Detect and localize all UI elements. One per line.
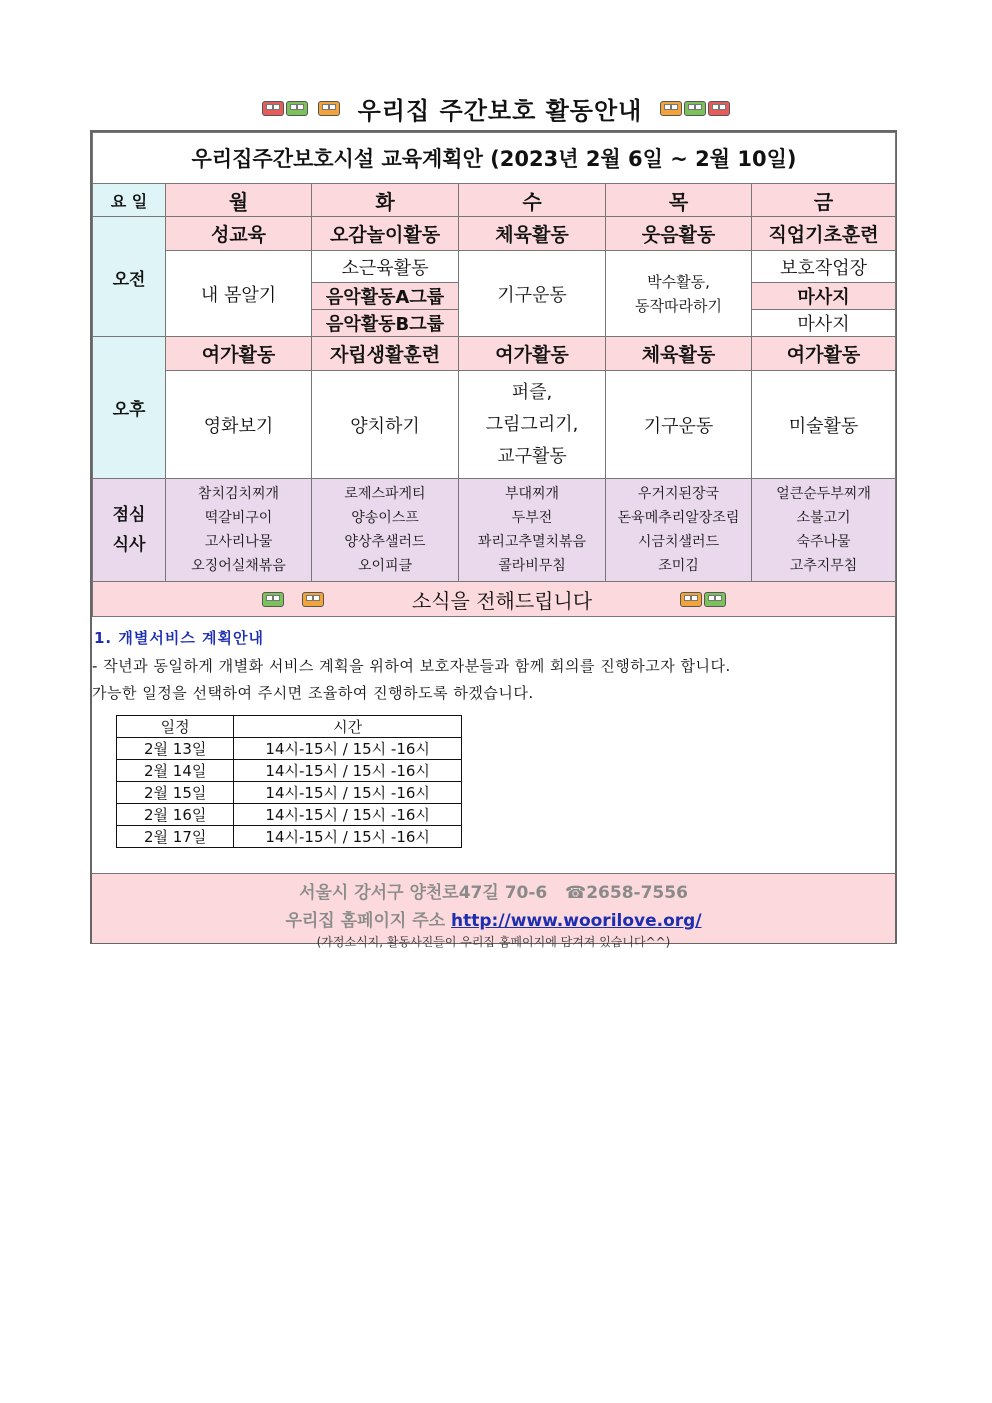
footer-homepage-line	[92, 906, 895, 931]
notice-line-2: 가능한 일정을 선택하여 주시면 조율하여 진행하도록 하겠습니다.	[92, 684, 534, 702]
afternoon-subject-thu: 체육활동	[606, 337, 752, 371]
afternoon-wed-line: 그림그리기,	[485, 413, 579, 435]
morning-subject-wed: 체육활동	[459, 217, 606, 251]
plan-sheet	[90, 130, 897, 949]
menu-item: 로제스파게티	[344, 486, 426, 502]
morning-tue-3: 음악활동B그룹	[312, 310, 459, 337]
schedule-header-time: 시간	[234, 716, 462, 738]
plan-table	[92, 132, 896, 617]
lunch-label	[93, 479, 166, 582]
morning-subject-mon: 성교육	[166, 217, 312, 251]
plan-title: 우리집주간보호시설 교육계획안 (2023년 2월 6일 ~ 2월 10일)	[93, 133, 896, 184]
homepage-link[interactable]: http://www.woorilove.org/	[451, 911, 702, 931]
schedule-date: 2월 16일	[117, 804, 234, 826]
footer-note: (가정소식지, 활동사진들이 우리집 홈페이지에 담겨져 있습니다^^)	[316, 935, 671, 949]
morning-thu	[606, 251, 752, 337]
schedule-date: 2월 15일	[117, 782, 234, 804]
menu-item: 양송이스프	[351, 510, 419, 526]
table-row	[117, 760, 462, 782]
schedule-time: 14시-15시 / 15시 -16시	[234, 738, 462, 760]
news-heading: 소식을 전해드립니다	[411, 588, 593, 613]
morning-fri-1: 보호작업장	[752, 251, 896, 283]
schedule-header-date: 일정	[117, 716, 234, 738]
table-row	[117, 738, 462, 760]
day-mon: 월	[166, 184, 312, 217]
section-title: 1. 개별서비스 계획안내	[94, 629, 264, 647]
menu-item: 떡갈비구이	[204, 510, 273, 526]
table-row	[117, 826, 462, 848]
menu-item: 오징어실채볶음	[191, 558, 286, 574]
page-title: 우리집 주간보호 활동안내	[357, 96, 643, 125]
lunch-fri	[752, 479, 896, 582]
afternoon-label: 오후	[93, 337, 166, 479]
news-heading-row	[93, 582, 896, 617]
menu-item: 우거지된장국	[637, 486, 720, 502]
schedule-date: 2월 17일	[117, 826, 234, 848]
menu-item: 소불고기	[796, 510, 851, 526]
page-header	[0, 90, 992, 126]
afternoon-subject-wed: 여가활동	[459, 337, 606, 371]
morning-subject-thu: 웃음활동	[606, 217, 752, 251]
afternoon-wed	[459, 371, 606, 479]
day-wed: 수	[459, 184, 606, 217]
day-fri: 금	[752, 184, 896, 217]
homepage-label: 우리집 홈페이지 주소	[285, 911, 446, 931]
menu-item: 시금치샐러드	[637, 534, 720, 550]
train-icon	[318, 101, 340, 116]
menu-item: 고추지무침	[789, 558, 858, 574]
afternoon-mon: 영화보기	[166, 371, 312, 479]
footer-address-line	[92, 878, 895, 903]
lunch-wed	[459, 479, 606, 582]
train-icon	[680, 592, 726, 607]
schedule-table	[116, 715, 462, 848]
afternoon-thu: 기구운동	[606, 371, 752, 479]
afternoon-wed-line: 교구활동	[497, 445, 567, 467]
lunch-tue	[312, 479, 459, 582]
table-row	[117, 782, 462, 804]
menu-item: 양상추샐러드	[344, 534, 426, 550]
menu-item: 오이피클	[357, 558, 413, 574]
morning-subject-tue: 오감놀이활동	[312, 217, 459, 251]
schedule-date: 2월 14일	[117, 760, 234, 782]
morning-thu-line: 동작따라하기	[635, 296, 722, 315]
schedule-time: 14시-15시 / 15시 -16시	[234, 826, 462, 848]
schedule-date: 2월 13일	[117, 738, 234, 760]
menu-item: 꽈리고추멸치볶음	[477, 534, 587, 550]
train-icon	[660, 101, 730, 116]
lunch-mon	[166, 479, 312, 582]
day-tue: 화	[312, 184, 459, 217]
table-row	[117, 804, 462, 826]
lunch-thu	[606, 479, 752, 582]
day-label: 요 일	[93, 184, 166, 217]
schedule-time: 14시-15시 / 15시 -16시	[234, 782, 462, 804]
menu-item: 얼큰순두부찌개	[776, 486, 871, 502]
menu-item: 조미김	[658, 558, 699, 574]
menu-item: 참치김치찌개	[197, 486, 280, 502]
notice-line-1: - 작년과 동일하게 개별화 서비스 계획을 위하여 보호자분들과 함께 회의를 진행하고자 합니다.	[92, 657, 731, 675]
menu-item: 부대찌개	[504, 486, 560, 502]
afternoon-wed-line: 퍼즐,	[511, 381, 553, 403]
footer	[92, 873, 895, 949]
morning-label: 오전	[93, 217, 166, 337]
afternoon-subject-mon: 여가활동	[166, 337, 312, 371]
afternoon-subject-fri: 여가활동	[752, 337, 896, 371]
menu-item: 숙주나물	[796, 534, 851, 550]
footer-phone: ☎2658-7556	[565, 883, 688, 903]
morning-tue-1: 소근육활동	[312, 251, 459, 283]
schedule-time: 14시-15시 / 15시 -16시	[234, 760, 462, 782]
lunch-label-line: 점심	[112, 505, 146, 525]
afternoon-tue: 양치하기	[312, 371, 459, 479]
day-thu: 목	[606, 184, 752, 217]
menu-item: 두부전	[511, 510, 553, 526]
morning-thu-line: 박수활동,	[647, 272, 710, 291]
schedule-time: 14시-15시 / 15시 -16시	[234, 804, 462, 826]
train-icon	[302, 592, 324, 607]
morning-fri-2: 마사지	[752, 283, 896, 310]
afternoon-subject-tue: 자립생활훈련	[312, 337, 459, 371]
morning-subject-fri: 직업기초훈련	[752, 217, 896, 251]
menu-item: 돈육메추리알장조림	[617, 510, 740, 526]
morning-tue-2: 음악활동A그룹	[312, 283, 459, 310]
menu-item: 고사리나물	[204, 534, 273, 550]
train-icon	[262, 101, 308, 116]
lunch-label-line: 식사	[112, 535, 146, 555]
footer-address: 서울시 강서구 양천로47길 70-6	[299, 883, 548, 903]
morning-wed: 기구운동	[459, 251, 606, 337]
train-icon	[262, 592, 284, 607]
menu-item: 콜라비무침	[498, 558, 566, 574]
morning-mon: 내 몸알기	[166, 251, 312, 337]
afternoon-fri: 미술활동	[752, 371, 896, 479]
morning-fri-3: 마사지	[752, 310, 896, 337]
